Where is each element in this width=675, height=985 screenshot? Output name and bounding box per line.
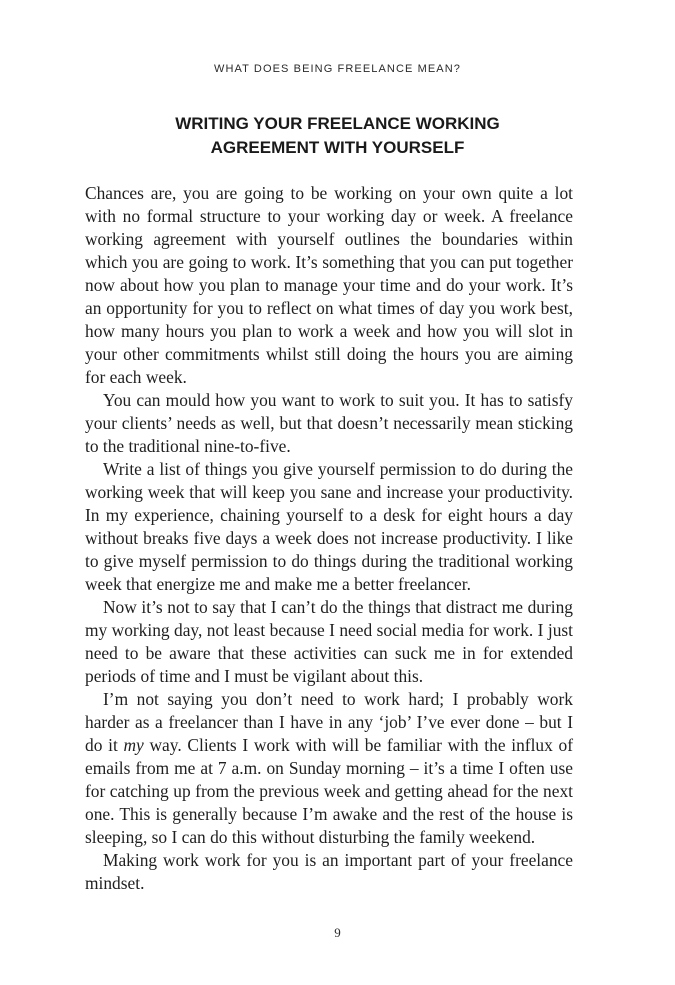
running-head: WHAT DOES BEING FREELANCE MEAN? bbox=[213, 63, 461, 75]
paragraph-2: You can mould how you want to work to suit you. It has to satisfy your clients’ needs as well, but that doesn’t necessarily mean sticking to the traditional nine-to-five. bbox=[85, 390, 573, 456]
page-number: 9 bbox=[334, 925, 341, 940]
paragraph-5-text-before: I’m not saying you don’t need to work hard; I probably work harder as a freelancer than I have in any ‘job’ I’ve ever done – but I do it bbox=[85, 689, 573, 755]
section-title bbox=[0, 112, 675, 160]
paragraph-5-emphasis: my bbox=[123, 735, 144, 755]
paragraph-5 bbox=[85, 688, 573, 849]
section-title-line-2: AGREEMENT WITH YOURSELF bbox=[210, 138, 465, 157]
paragraph-1: Chances are, you are going to be working on your own quite a lot with no formal structure to your working day or week. A freelance working agreement with yourself outlines the boundaries within which you are going to work. It’s something that you can put together now about how you plan to manage your time and do your work. It’s an opportunity for you to reflect on what times of day you work best, how many hours you plan to work a week and how you will slot in your other commitments whilst still doing the hours you are aiming for each week. bbox=[85, 183, 573, 387]
paragraph-6: Making work work for you is an important part of your freelance mindset. bbox=[85, 850, 573, 893]
paragraph-5-text-after: way. Clients I work with will be familiar with the influx of emails from me at 7 a.m. on Sunday morning – it’s a time I often use for catching up from the previous week and getting ahead for the next one. This is generally because I’m awake and the rest of the house is sleeping, so I can do this without disturbing the family weekend. bbox=[85, 735, 574, 847]
body-text bbox=[85, 182, 573, 895]
section-title-line-1: WRITING YOUR FREELANCE WORKING bbox=[175, 114, 500, 133]
paragraph-3: Write a list of things you give yourself permission to do during the working week that will keep you sane and increase your productivity. In my experience, chaining yourself to a desk for eight hours a day without breaks five days a week does not increase productivity. I like to give myself permission to do things during the traditional working week that energize me and make me a better freelancer. bbox=[85, 459, 573, 594]
paragraph-4: Now it’s not to say that I can’t do the things that distract me during my working day, not least because I need social media for work. I just need to be aware that these activities can suck me in for extended periods of time and I must be vigilant about this. bbox=[85, 597, 573, 686]
